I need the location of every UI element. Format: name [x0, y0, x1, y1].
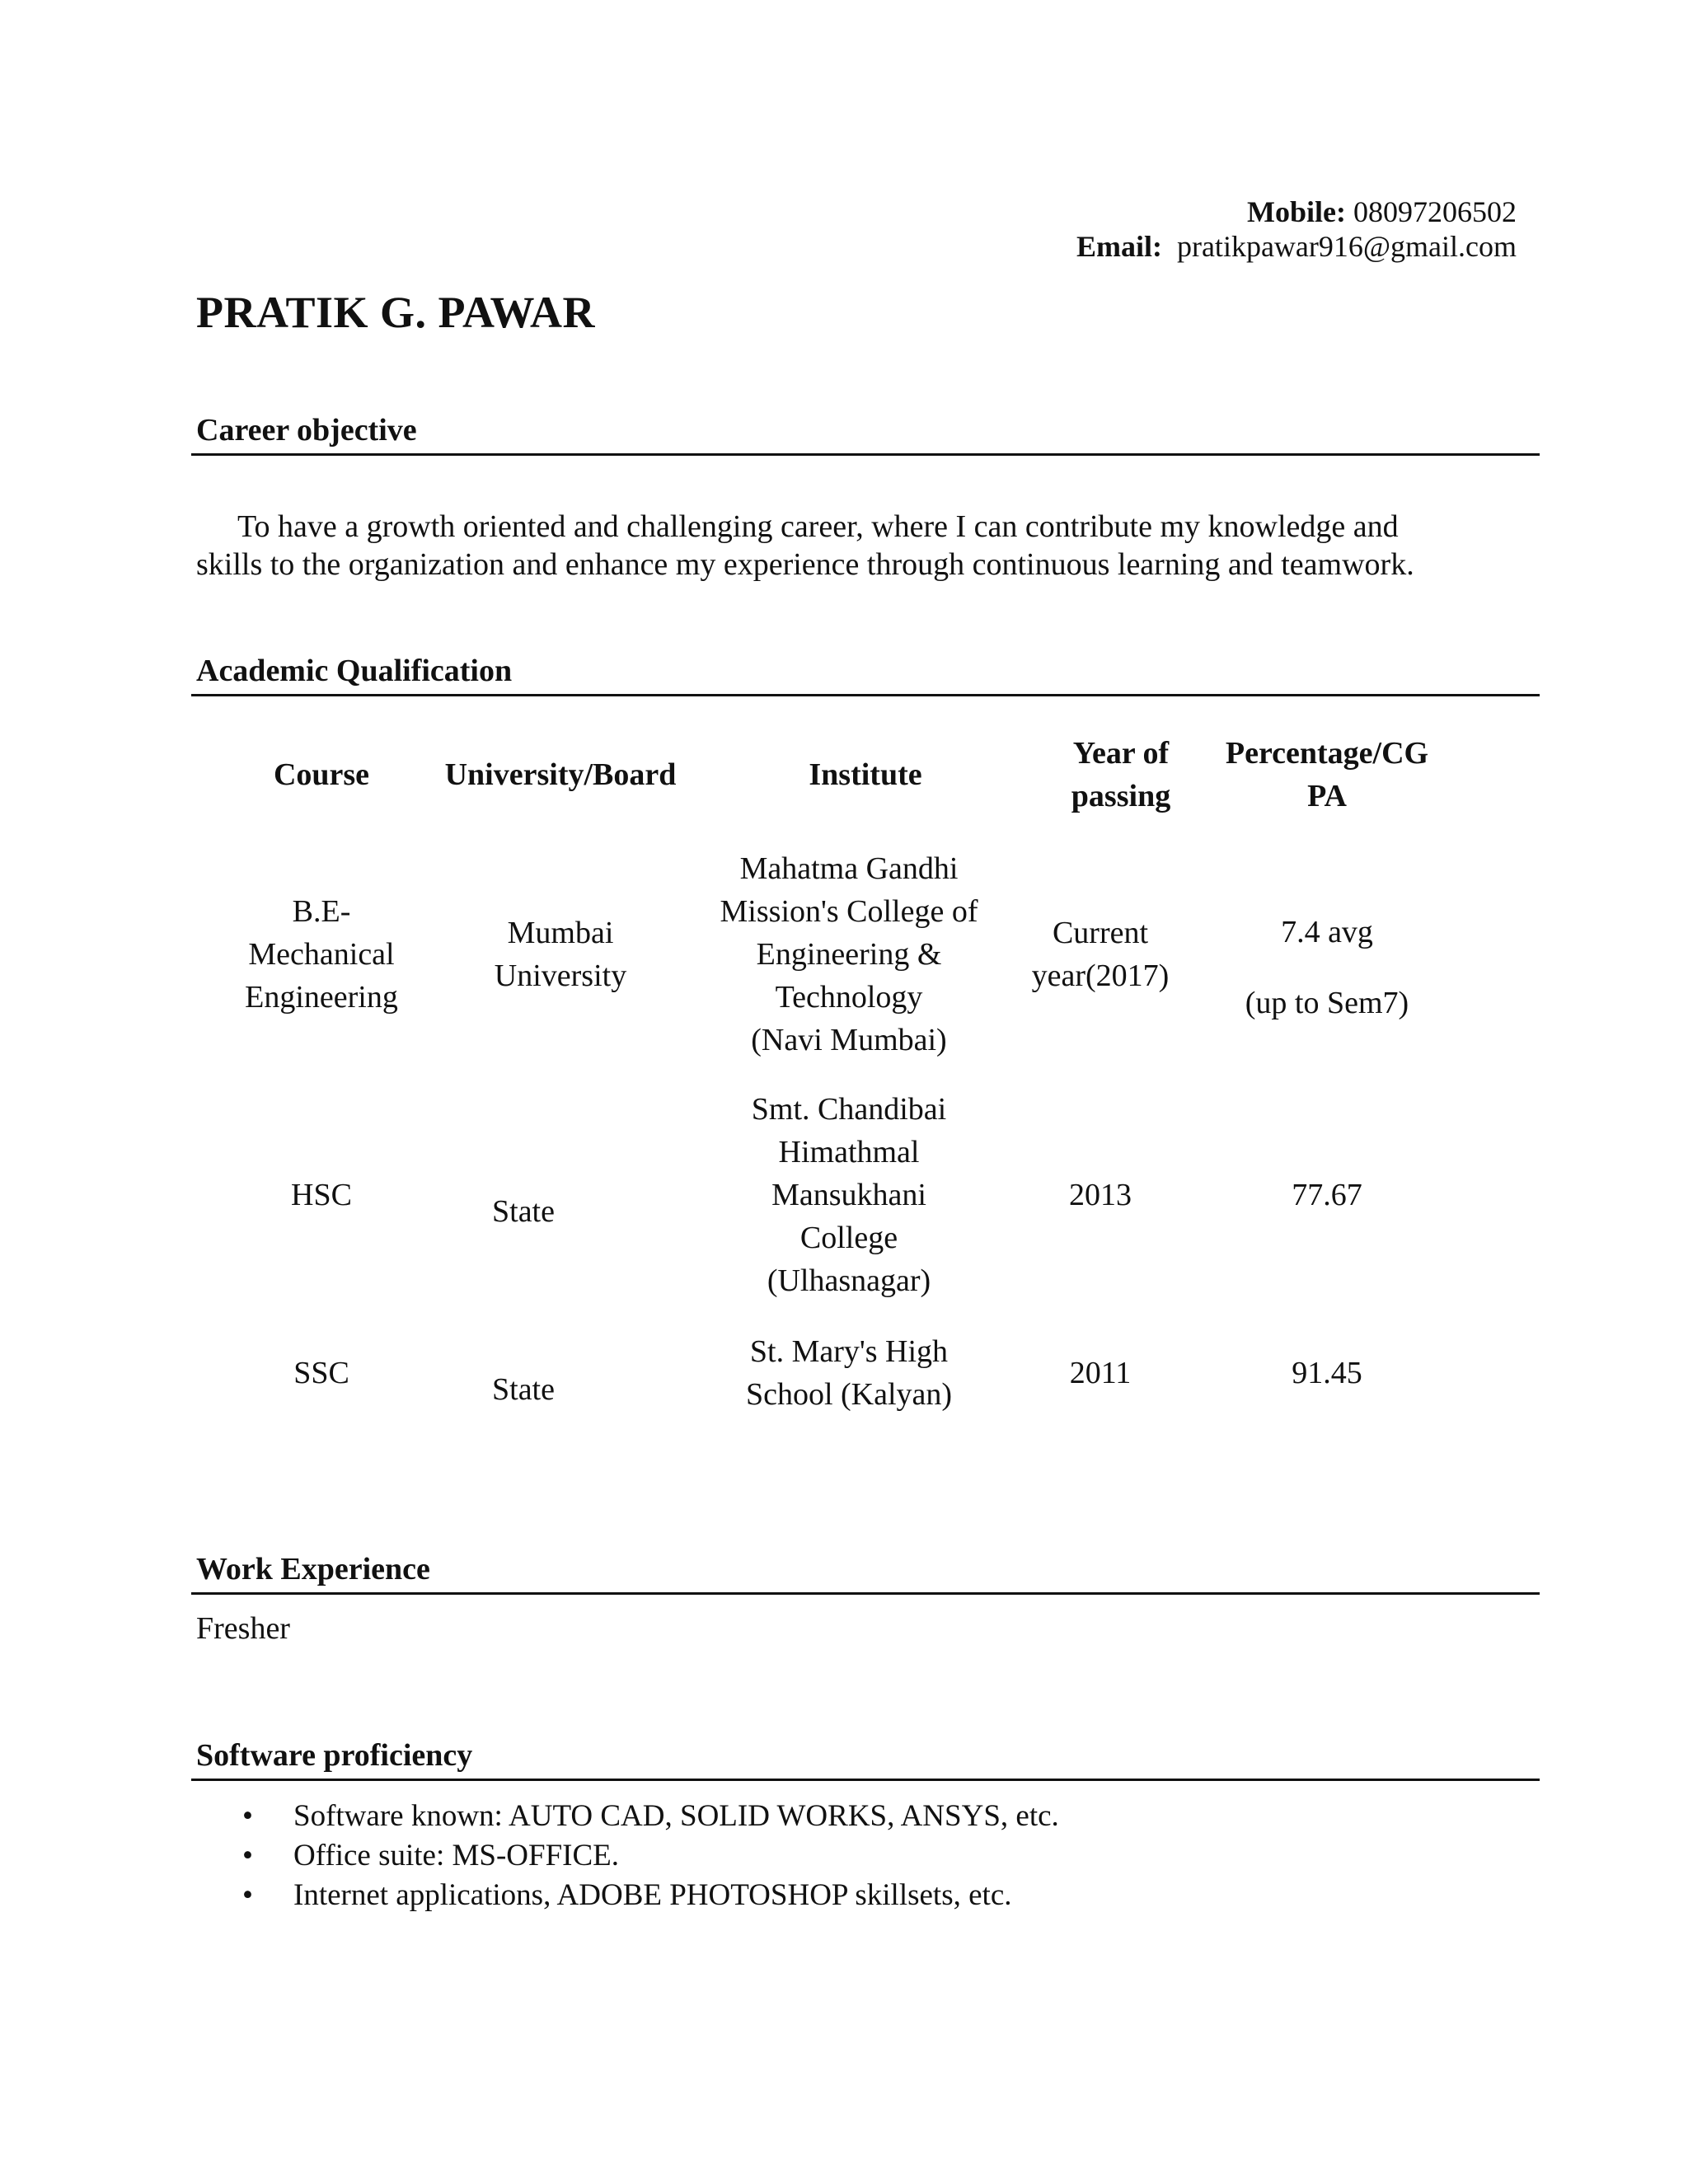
row-3-percentage: 91.45	[1292, 1356, 1362, 1390]
row-1-institute	[709, 847, 989, 1062]
row-1-institute-line: Mission's College of	[720, 894, 978, 929]
row-2-institute-line: Mansukhani	[771, 1178, 926, 1212]
row-1-board-line: Mumbai	[507, 916, 614, 950]
list-item-text: Internet applications, ADOBE PHOTOSHOP skillsets, etc.	[293, 1878, 1012, 1912]
row-3-year: 2011	[1069, 1356, 1132, 1390]
software-rule	[191, 1779, 1540, 1781]
mobile-value: 08097206502	[1353, 195, 1517, 228]
row-1-year-line: year(2017)	[1031, 958, 1170, 993]
email-label: Email:	[1076, 230, 1162, 263]
row-1-board	[445, 912, 676, 997]
row-1-course-line: B.E-	[292, 894, 351, 929]
list-item-text: Software known: AUTO CAD, SOLID WORKS, ANSYS, etc.	[293, 1799, 1059, 1833]
header-year-line-2: passing	[1071, 779, 1171, 813]
header-year	[1039, 732, 1203, 818]
row-1-institute-line: Engineering &	[756, 937, 942, 972]
bullet-icon: •	[242, 1799, 253, 1833]
mobile-line	[1076, 194, 1517, 229]
header-course: Course	[273, 757, 370, 792]
row-2-institute-line: (Ulhasnagar)	[767, 1263, 931, 1298]
row-1-year	[1014, 912, 1187, 997]
header-year-line-1: Year of	[1072, 736, 1170, 771]
row-2-institute-line: College	[799, 1221, 898, 1255]
career-objective-text	[196, 508, 1548, 583]
career-objective-rule	[191, 453, 1540, 456]
row-2-institute	[709, 1088, 989, 1302]
objective-line-2: skills to the organization and enhance my experience through continuous learning and teamwork.	[196, 547, 1414, 582]
header-percentage-line-2: PA	[1307, 779, 1347, 813]
row-1-percentage-line: 7.4 avg	[1281, 915, 1373, 949]
list-item	[239, 1876, 1059, 1915]
row-2-percentage: 77.67	[1292, 1178, 1362, 1212]
header-board: University/Board	[444, 757, 677, 792]
row-2-course: HSC	[291, 1178, 352, 1212]
software-list	[239, 1797, 1059, 1915]
work-experience-text: Fresher	[196, 1611, 290, 1646]
row-1-course	[239, 890, 404, 1019]
bullet-icon: •	[242, 1839, 253, 1872]
row-3-institute	[709, 1330, 989, 1416]
row-1-year-line: Current	[1052, 916, 1149, 950]
career-objective-heading: Career objective	[196, 413, 417, 448]
row-1-board-line: University	[494, 958, 627, 993]
work-experience-heading: Work Experience	[196, 1552, 430, 1586]
header-percentage-line-1: Percentage/CG	[1225, 736, 1429, 771]
row-1-course-line: Mechanical	[248, 937, 395, 972]
mobile-label: Mobile:	[1247, 195, 1346, 228]
row-3-institute-line: St. Mary's High	[749, 1334, 949, 1369]
candidate-name: PRATIK G. PAWAR	[196, 288, 596, 337]
row-2-institute-line: Smt. Chandibai	[751, 1092, 947, 1127]
list-item	[239, 1836, 1059, 1876]
work-experience-rule	[191, 1592, 1540, 1595]
list-item	[239, 1797, 1059, 1836]
academic-heading: Academic Qualification	[196, 654, 513, 688]
bullet-icon: •	[242, 1878, 253, 1912]
header-percentage	[1203, 732, 1451, 818]
row-1-institute-line: Mahatma Gandhi	[739, 851, 959, 886]
header-institute: Institute	[809, 757, 922, 792]
academic-rule	[191, 694, 1540, 696]
row-2-institute-line: Himathmal	[778, 1135, 920, 1169]
row-3-board: State	[492, 1372, 555, 1407]
row-3-course: SSC	[293, 1356, 349, 1390]
row-3-institute-line: School (Kalyan)	[745, 1377, 953, 1412]
contact-block	[1076, 194, 1517, 264]
row-2-board: State	[492, 1194, 555, 1229]
row-1-percentage	[1220, 897, 1434, 1038]
row-1-institute-line: (Navi Mumbai)	[751, 1023, 947, 1057]
objective-line-1: To have a growth oriented and challenging career, where I can contribute my knowledge and	[237, 509, 1399, 544]
email-line	[1076, 229, 1517, 264]
row-1-percentage-line: (up to Sem7)	[1245, 986, 1409, 1020]
row-2-year: 2013	[1069, 1178, 1132, 1212]
row-1-course-line: Engineering	[245, 980, 398, 1015]
row-1-institute-line: Technology	[775, 980, 923, 1015]
software-heading: Software proficiency	[196, 1738, 473, 1773]
email-value: pratikpawar916@gmail.com	[1176, 230, 1517, 263]
list-item-text: Office suite: MS-OFFICE.	[293, 1839, 620, 1872]
